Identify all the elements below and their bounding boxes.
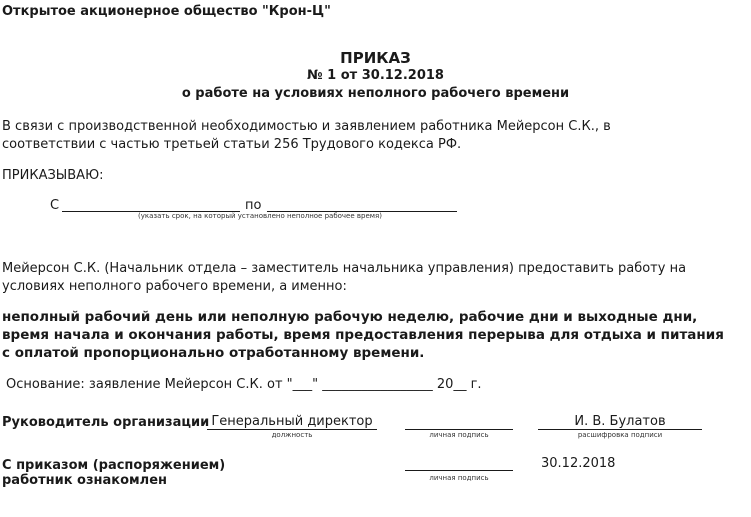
ack-signature-caption: личная подпись [429, 474, 489, 482]
order-word: ПРИКАЗЫВАЮ: [2, 168, 104, 183]
assignment-line-2: условиях неполного рабочего времени, а именно: [2, 279, 347, 294]
order-title: ПРИКАЗ [340, 49, 411, 67]
assignment-line-1: Мейерсон С.К. (Начальник отдела – заместитель начальника управления) предоставить работу на [2, 261, 687, 276]
period-from-label: С [50, 198, 60, 213]
ack-label-line-2: работник ознакомлен [2, 473, 168, 488]
period-to-label: по [245, 198, 262, 213]
preamble-line-1: В связи с производственной необходимостью и заявлением работника Мейерсон С.К., в [2, 119, 611, 134]
ack-date: 30.12.2018 [541, 456, 616, 471]
basis-text: Основание: заявление Мейерсон С.К. от "___" _________________ 20__ г. [6, 377, 482, 392]
company-name: Открытое акционерное общество "Крон-Ц" [2, 4, 331, 19]
preamble-line-2: соответствии с частью третьей статьи 256 Трудового кодекса РФ. [2, 137, 462, 152]
conditions-line-1: неполный рабочий день или неполную рабочую неделю, рабочие дни и выходные дни, [2, 309, 698, 325]
signature-label: Руководитель организации [2, 415, 210, 430]
name-field[interactable] [538, 429, 702, 430]
period-caption: (указать срок, на который установлено неполное рабочее время) [137, 212, 382, 220]
position-value: Генеральный директор [211, 414, 373, 429]
order-subject: о работе на условиях неполного рабочего времени [181, 86, 570, 101]
conditions-line-3: с оплатой пропорционально отработанному времени. [2, 345, 425, 361]
ack-label-line-1: С приказом (распоряжением) [2, 458, 226, 473]
position-caption: должность [271, 431, 313, 439]
signature-caption: личная подпись [429, 431, 489, 439]
conditions-line-2: время начала и окончания работы, время предоставления перерыва для отдыха и питания [2, 327, 724, 343]
position-field[interactable] [207, 429, 377, 430]
name-value: И. В. Булатов [574, 414, 666, 429]
name-caption: расшифровка подписи [577, 431, 663, 439]
signature-field[interactable] [405, 429, 513, 430]
order-number: № 1 от 30.12.2018 [307, 68, 444, 83]
ack-signature-field[interactable] [405, 470, 513, 471]
